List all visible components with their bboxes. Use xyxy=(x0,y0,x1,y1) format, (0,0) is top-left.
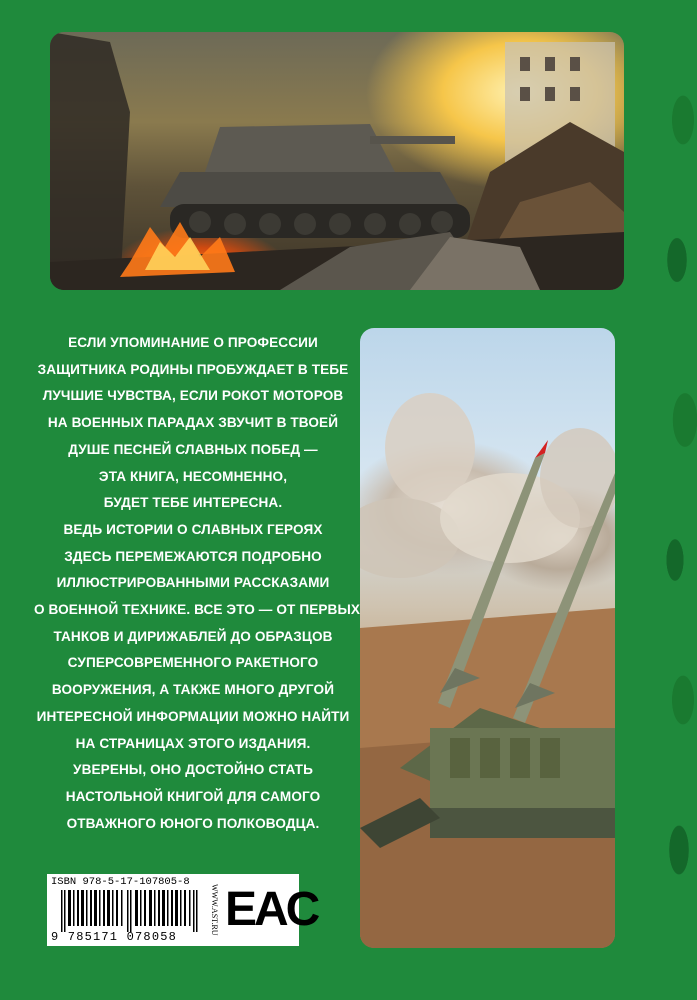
blurb-line: ИЛЛЮСТРИРОВАННЫМИ РАССКАЗАМИ xyxy=(56,575,330,591)
blurb-line: УВЕРЕНЫ, ОНО ДОСТОЙНО СТАТЬ xyxy=(73,762,313,778)
tank xyxy=(160,124,470,238)
blurb-line: ЭТА КНИГА, НЕСОМНЕННО, xyxy=(98,468,288,484)
blurb-line: ТАНКОВ И ДИРИЖАБЛЕЙ ДО ОБРАЗЦОВ xyxy=(53,628,333,644)
blurb-line: НА ВОЕННЫХ ПАРАДАХ ЗВУЧИТ В ТВОЕЙ xyxy=(47,415,339,431)
barcode-number: 9 785171 078058 xyxy=(51,930,178,944)
blurb-line: ВЕДЬ ИСТОРИИ О СЛАВНЫХ ГЕРОЯХ xyxy=(63,521,323,537)
tank-battle-illustration xyxy=(50,32,624,290)
blurb-line: БУДЕТ ТЕБЕ ИНТЕРЕСНА. xyxy=(103,495,283,511)
barcode-block xyxy=(47,874,318,946)
camouflage-spine-strip xyxy=(663,0,697,1000)
blurb-line: О ВОЕННОЙ ТЕХНИКЕ. ВСЕ ЭТО — ОТ ПЕРВЫХ xyxy=(34,602,361,618)
blurb-line: СУПЕРСОВРЕМЕННОГО РАКЕТНОГО xyxy=(67,655,319,671)
missile-launcher-illustration xyxy=(360,328,615,948)
blurb-line: ЗДЕСЬ ПЕРЕМЕЖАЮТСЯ ПОДРОБНО xyxy=(64,548,322,564)
blurb-line: ИНТЕРЕСНОЙ ИНФОРМАЦИИ МОЖНО НАЙТИ xyxy=(36,708,350,724)
blurb-line: ЛУЧШИЕ ЧУВСТВА, ЕСЛИ РОКОТ МОТОРОВ xyxy=(42,388,344,404)
eac-certification-mark: EAC xyxy=(225,883,318,936)
blurb-line: НАСТОЛЬНОЙ КНИГОЙ ДЛЯ САМОГО xyxy=(65,788,321,804)
blurb-line: ЕСЛИ УПОМИНАНИЕ О ПРОФЕССИИ xyxy=(68,335,318,350)
blurb-line: ВООРУЖЕНИЯ, А ТАКЖЕ МНОГО ДРУГОЙ xyxy=(51,682,335,698)
book-description xyxy=(34,330,361,837)
isbn-text: ISBN 978-5-17-107805-8 xyxy=(51,876,190,888)
blurb-line: НА СТРАНИЦАХ ЭТОГО ИЗДАНИЯ. xyxy=(75,735,311,751)
publisher-website: WWW.AST.RU xyxy=(210,884,219,936)
tank-scene-svg xyxy=(50,32,624,290)
blurb-line: ОТВАЖНОГО ЮНОГО ПОЛКОВОДЦА. xyxy=(66,815,320,831)
blurb-line: ЗАЩИТНИКА РОДИНЫ ПРОБУЖДАЕТ В ТЕБЕ xyxy=(37,361,349,377)
blurb-line: ДУШЕ ПЕСНЕЙ СЛАВНЫХ ПОБЕД — xyxy=(68,441,318,457)
barcode-bars xyxy=(61,890,201,932)
missile-scene-svg xyxy=(360,328,615,948)
